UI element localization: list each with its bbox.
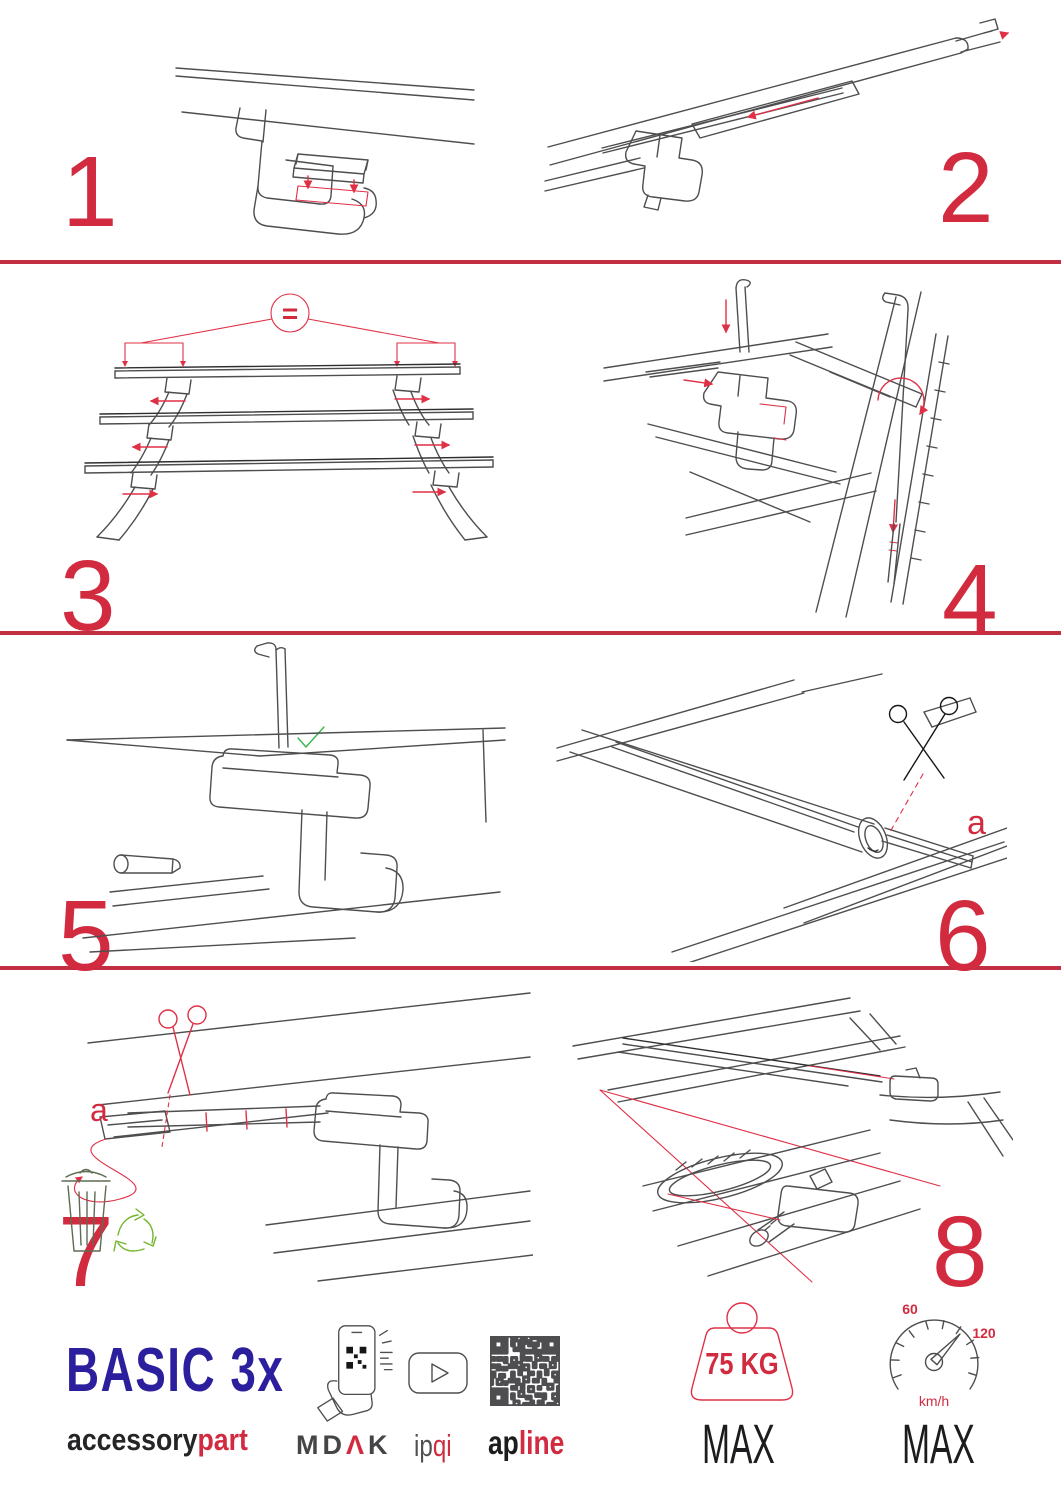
- step-8-number: 8: [932, 1196, 986, 1308]
- brand-prefix: accessory: [67, 1422, 198, 1457]
- crossbar: [548, 38, 968, 165]
- check-icon: [298, 727, 324, 747]
- step-1-number: 1: [62, 136, 116, 248]
- ipqi-logo: [414, 1428, 452, 1464]
- clamp: [626, 131, 703, 210]
- ipqi-accent: qi: [432, 1428, 452, 1463]
- strip-label-a: a: [967, 804, 986, 842]
- strip-label-a: a: [90, 1092, 108, 1128]
- youtube-icon: [408, 1352, 468, 1394]
- max-load-icon: [668, 1296, 816, 1414]
- mdak-logo: [296, 1430, 392, 1461]
- crossbar-row-1: [115, 364, 460, 427]
- crossbar-row-3: [85, 457, 493, 540]
- allen-key: [255, 643, 288, 748]
- clamp: [314, 1093, 467, 1228]
- apline-accent: line: [518, 1424, 565, 1461]
- hook-pin: [726, 280, 750, 352]
- step-2-number: 2: [938, 132, 992, 244]
- max-load-value: 75 KG: [705, 1346, 779, 1382]
- roof-plane: [67, 728, 505, 822]
- clamp: [236, 108, 376, 234]
- step-3-illustration: [45, 283, 535, 543]
- roof-rails: [557, 674, 1007, 962]
- roof-rail: [176, 68, 474, 144]
- max-speed-label: MAX: [902, 1412, 975, 1475]
- rail-end: [83, 855, 500, 952]
- crossbar: [570, 730, 893, 862]
- step-5-number: 5: [58, 880, 112, 992]
- section-divider-3: [0, 966, 1061, 970]
- apline-pre: ap: [488, 1424, 519, 1461]
- step-6-illustration: [552, 652, 1007, 962]
- step-7-number: 7: [58, 1196, 112, 1308]
- step-1-illustration: [170, 38, 480, 238]
- magnifier-lines: [600, 1090, 940, 1282]
- equals-symbol: =: [281, 298, 299, 329]
- step-6-number: 6: [935, 880, 989, 992]
- cut-line: [890, 774, 923, 832]
- step-8-illustration: [548, 980, 1013, 1285]
- scan-marks: [380, 1331, 392, 1370]
- protruding-strip: [882, 828, 973, 868]
- ipqi-pre: ip: [414, 1428, 433, 1463]
- apline-logo: [488, 1424, 564, 1462]
- qr-code: [490, 1336, 560, 1406]
- gauge-needle: [931, 1334, 960, 1365]
- roof-overview: [573, 998, 1013, 1156]
- scissors-icon: [890, 698, 958, 781]
- lower-rail: [648, 424, 840, 522]
- step-7-illustration: [18, 985, 533, 1308]
- speed-high-tick: 120: [972, 1325, 996, 1341]
- speed-unit: km/h: [918, 1393, 950, 1409]
- brand-logo: [67, 1422, 248, 1458]
- step-3-number: 3: [60, 540, 114, 652]
- strip-a: [100, 1095, 320, 1147]
- end-strip: [956, 19, 1008, 52]
- recycle-icon: [114, 1209, 156, 1251]
- step-4-number: 4: [942, 544, 996, 656]
- section-divider-1: [0, 260, 1061, 264]
- clamp: [684, 372, 796, 470]
- rubber-pad: [293, 154, 368, 183]
- scan-phone-icon: [310, 1322, 396, 1422]
- mdak-accent: Λ: [346, 1430, 369, 1460]
- zoomed-adapter: [653, 1143, 858, 1249]
- step-5-illustration: [55, 640, 510, 960]
- brand-suffix: part: [197, 1422, 248, 1457]
- section-divider-2: [0, 631, 1061, 635]
- lower-roof-lines: [266, 1191, 533, 1281]
- roof-underside: [88, 993, 530, 1137]
- red-scissors-icon: [159, 1006, 206, 1095]
- max-load-label: MAX: [702, 1412, 775, 1475]
- hand: [318, 1381, 372, 1421]
- speed-low-tick: 60: [902, 1301, 918, 1317]
- gauge-ticks: [891, 1321, 979, 1378]
- mdak-post: K: [368, 1430, 392, 1460]
- step-2-illustration: [540, 5, 1015, 215]
- max-speed-icon: [872, 1298, 1002, 1416]
- step-4-illustration: [590, 272, 1020, 627]
- clamp: [210, 749, 403, 912]
- mdak-pre: MD: [296, 1430, 346, 1460]
- trash-icon: [62, 1170, 110, 1252]
- equals-callout: [122, 294, 458, 367]
- phone-qr: [346, 1347, 366, 1369]
- product-logo: BASIC 3x: [66, 1336, 285, 1405]
- qr-modules: [490, 1336, 560, 1406]
